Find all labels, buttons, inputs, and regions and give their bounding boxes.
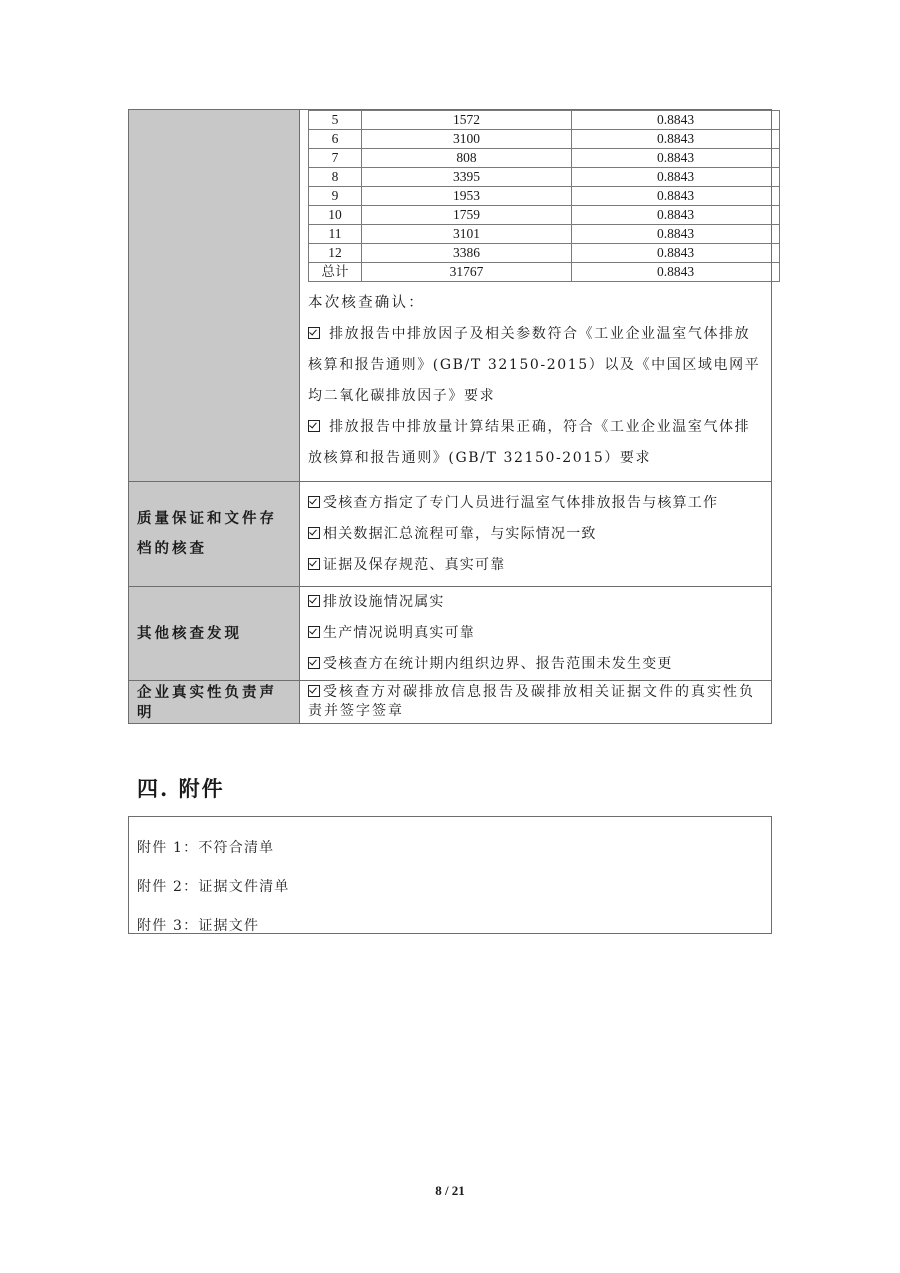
check-item [308,618,763,649]
checkbox-checked-icon [308,657,320,669]
check-item [308,550,763,581]
factor-cell: 0.8843 [572,187,780,206]
factor-cell: 0.8843 [572,168,780,187]
factor-cell: 0.8843 [572,225,780,244]
table-row [309,130,780,149]
check-item-text: 相关数据汇总流程可靠，与实际情况一致 [323,526,597,542]
table-total-row [309,263,780,282]
check-item [308,519,763,550]
checkbox-checked-icon [308,420,320,432]
verification-item [308,412,763,480]
factor-cell: 0.8843 [572,206,780,225]
month-cell: 7 [309,149,362,168]
table-row [309,225,780,244]
table-row [309,149,780,168]
checkbox-checked-icon [308,558,320,570]
month-cell: 8 [309,168,362,187]
attachment-item: 附件 1：不符合清单 [137,840,275,856]
section-content [300,681,772,724]
verification-item-text: 排放报告中排放量计算结果正确，符合《工业企业温室气体排放核算和报告通则》(GB/T 32150-2015）要求 [308,419,751,466]
check-item-text: 受核查方对碳排放信息报告及碳排放相关证据文件的真实性负责并签字签章 [308,684,755,719]
month-cell: 6 [309,130,362,149]
table-row [309,187,780,206]
total-value-cell: 31767 [362,263,572,282]
month-cell: 10 [309,206,362,225]
section-label: 质量保证和文件存档的核查 [129,482,300,587]
value-cell: 3101 [362,225,572,244]
month-cell: 5 [309,111,362,130]
total-label-cell: 总计 [309,263,362,282]
checkbox-checked-icon [308,685,320,697]
checkbox-checked-icon [308,595,320,607]
page-number: 8 / 21 [435,1183,465,1198]
table-row [309,206,780,225]
checkbox-checked-icon [308,527,320,539]
value-cell: 3386 [362,244,572,263]
verification-item [308,319,763,412]
attachment-item: 附件 2：证据文件清单 [137,879,290,895]
check-item [308,649,763,680]
attachments-heading: 四. 附件 [137,776,225,801]
table-row [309,168,780,187]
checkbox-checked-icon [308,626,320,638]
check-item-text: 证据及保存规范、真实可靠 [323,557,506,573]
value-cell: 808 [362,149,572,168]
factor-cell: 0.8843 [572,149,780,168]
checkbox-checked-icon [308,496,320,508]
section-label: 企业真实性负责声明 [129,681,300,724]
factor-cell: 0.8843 [572,130,780,149]
attachments-list [128,816,772,934]
value-cell: 1759 [362,206,572,225]
verification-table [128,109,772,724]
verification-heading: 本次核查确认： [308,295,425,311]
attachment-item: 附件 3：证据文件 [137,918,260,934]
table-row [309,244,780,263]
month-cell: 11 [309,225,362,244]
check-item-text: 排放设施情况属实 [323,594,445,610]
check-item-text: 生产情况说明真实可靠 [323,625,475,641]
section-content [300,482,772,587]
emission-section-content [300,110,772,482]
month-cell: 9 [309,187,362,206]
verification-item-text: 排放报告中排放因子及相关参数符合《工业企业温室气体排放核算和报告通则》(GB/T 32150-2015）以及《中国区域电网平均二氧化碳排放因子》要求 [308,326,761,404]
check-item-text: 受核查方在统计期内组织边界、报告范围未发生变更 [323,656,673,672]
factor-cell: 0.8843 [572,111,780,130]
value-cell: 3100 [362,130,572,149]
value-cell: 1953 [362,187,572,206]
factor-cell: 0.8843 [572,263,780,282]
month-cell: 12 [309,244,362,263]
monthly-emission-table [308,110,780,282]
table-row [309,111,780,130]
factor-cell: 0.8843 [572,244,780,263]
emission-section-label-cell [129,110,300,482]
check-item-text: 受核查方指定了专门人员进行温室气体排放报告与核算工作 [323,495,719,511]
value-cell: 3395 [362,168,572,187]
section-label: 其他核查发现 [129,587,300,681]
value-cell: 1572 [362,111,572,130]
section-content [300,587,772,681]
check-item [308,488,763,519]
checkbox-checked-icon [308,327,320,339]
check-item [308,587,763,618]
check-item [308,683,763,721]
